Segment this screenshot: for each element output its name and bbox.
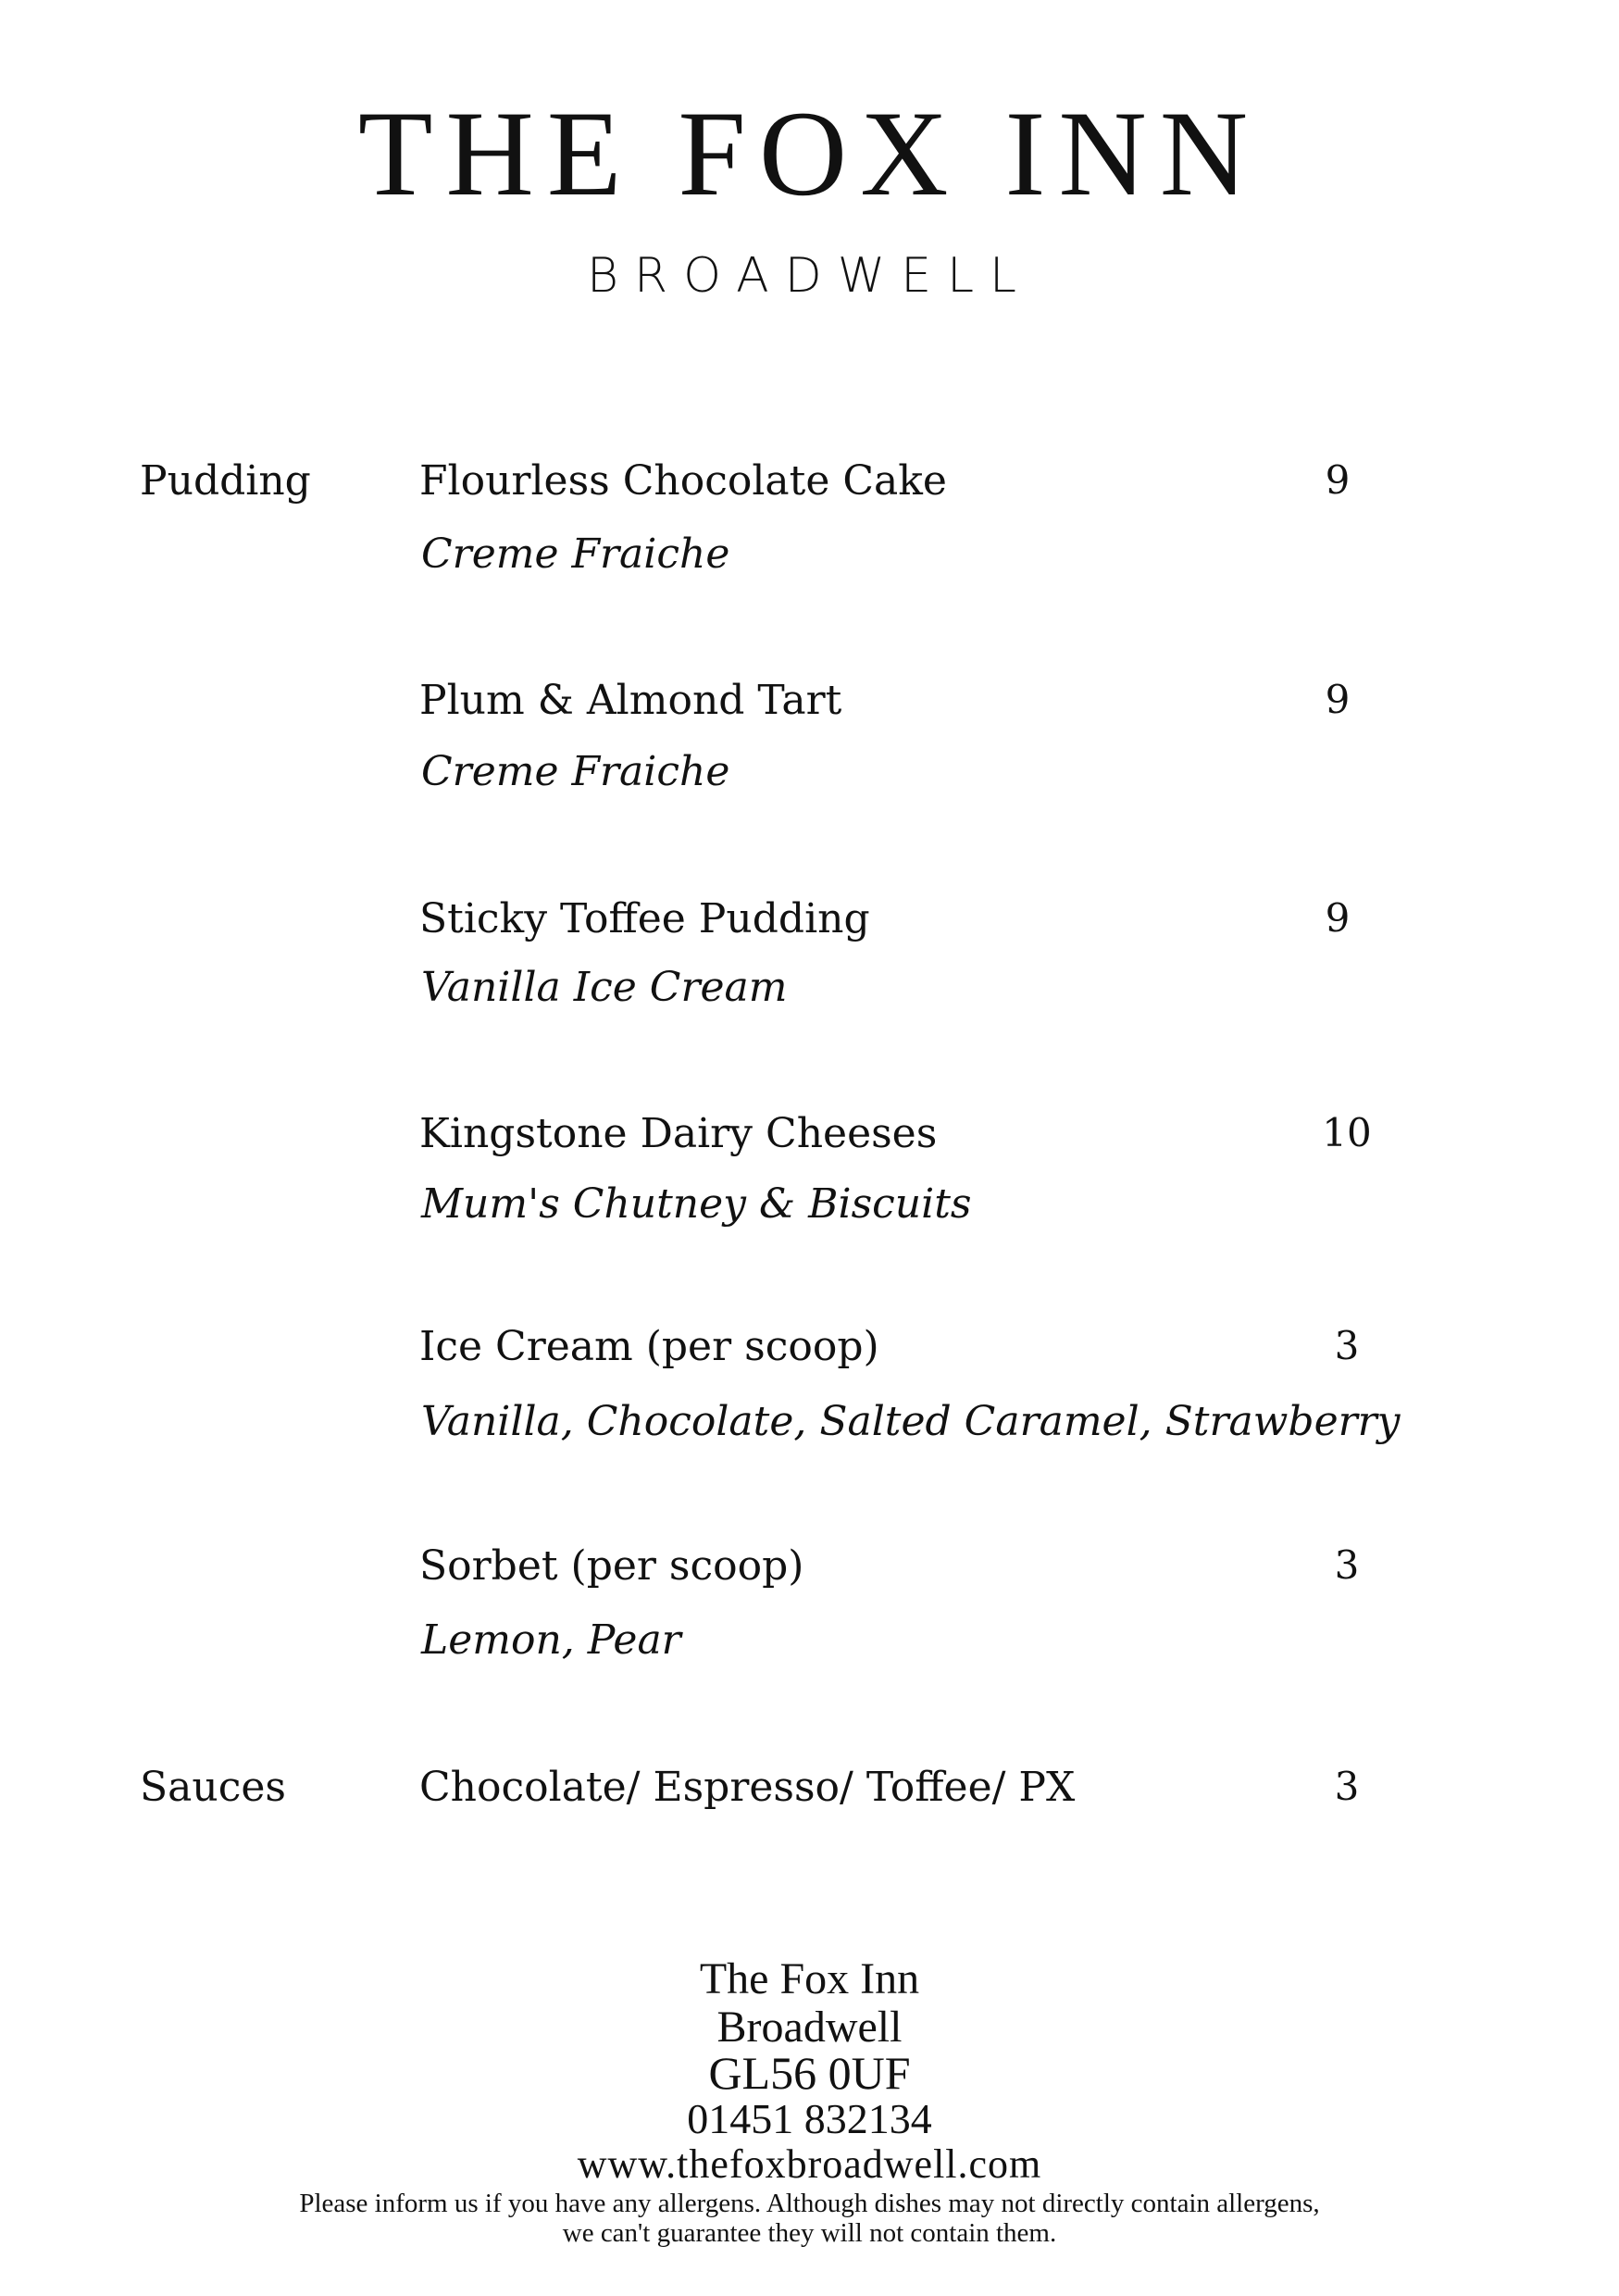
menu-item-name: Flourless Chocolate Cake <box>419 457 947 505</box>
footer-website[interactable]: www.thefoxbroadwell.com <box>577 2141 1042 2187</box>
menu-item-desc: Vanilla, Chocolate, Salted Caramel, Strawberry <box>421 1398 1401 1445</box>
allergen-disclaimer: Please inform us if you have any allergens. Although dishes may not directly contain allergens, <box>299 2189 1320 2218</box>
menu-item-name: Sorbet (per scoop) <box>419 1542 804 1590</box>
category-pudding: Pudding <box>140 457 311 505</box>
category-sauces: Sauces <box>140 1764 286 1811</box>
menu-item-desc: Lemon, Pear <box>421 1616 681 1664</box>
menu-item-name: Plum & Almond Tart <box>419 677 842 724</box>
footer-postcode: GL56 0UF <box>708 2047 911 2099</box>
menu-item-price: 10 <box>1322 1110 1372 1155</box>
menu-item-price: 9 <box>1325 457 1351 503</box>
menu-item-name: Sticky Toffee Pudding <box>419 895 870 942</box>
menu-item-price: 3 <box>1334 1542 1360 1588</box>
restaurant-location: BROADWELL <box>586 248 1033 304</box>
menu-item-name: Chocolate/ Espresso/ Toffee/ PX <box>419 1764 1076 1811</box>
menu-item-price: 3 <box>1334 1323 1360 1368</box>
menu-item-price: 3 <box>1334 1764 1360 1809</box>
footer-town: Broadwell <box>716 2003 903 2052</box>
footer-phone: 01451 832134 <box>687 2095 932 2142</box>
menu-item-desc: Creme Fraiche <box>421 748 730 795</box>
footer-name: The Fox Inn <box>699 1954 920 2003</box>
restaurant-title: THE FOX INN <box>357 85 1262 221</box>
menu-item-price: 9 <box>1325 677 1351 722</box>
menu-item-desc: Creme Fraiche <box>421 530 730 578</box>
menu-item-price: 9 <box>1325 895 1351 941</box>
menu-item-name: Ice Cream (per scoop) <box>419 1323 879 1370</box>
menu-item-desc: Vanilla Ice Cream <box>421 964 788 1011</box>
allergen-disclaimer-2: we can't guarantee they will not contain them. <box>562 2218 1057 2248</box>
menu-item-desc: Mum's Chutney & Biscuits <box>421 1180 972 1228</box>
menu-item-name: Kingstone Dairy Cheeses <box>419 1110 938 1157</box>
